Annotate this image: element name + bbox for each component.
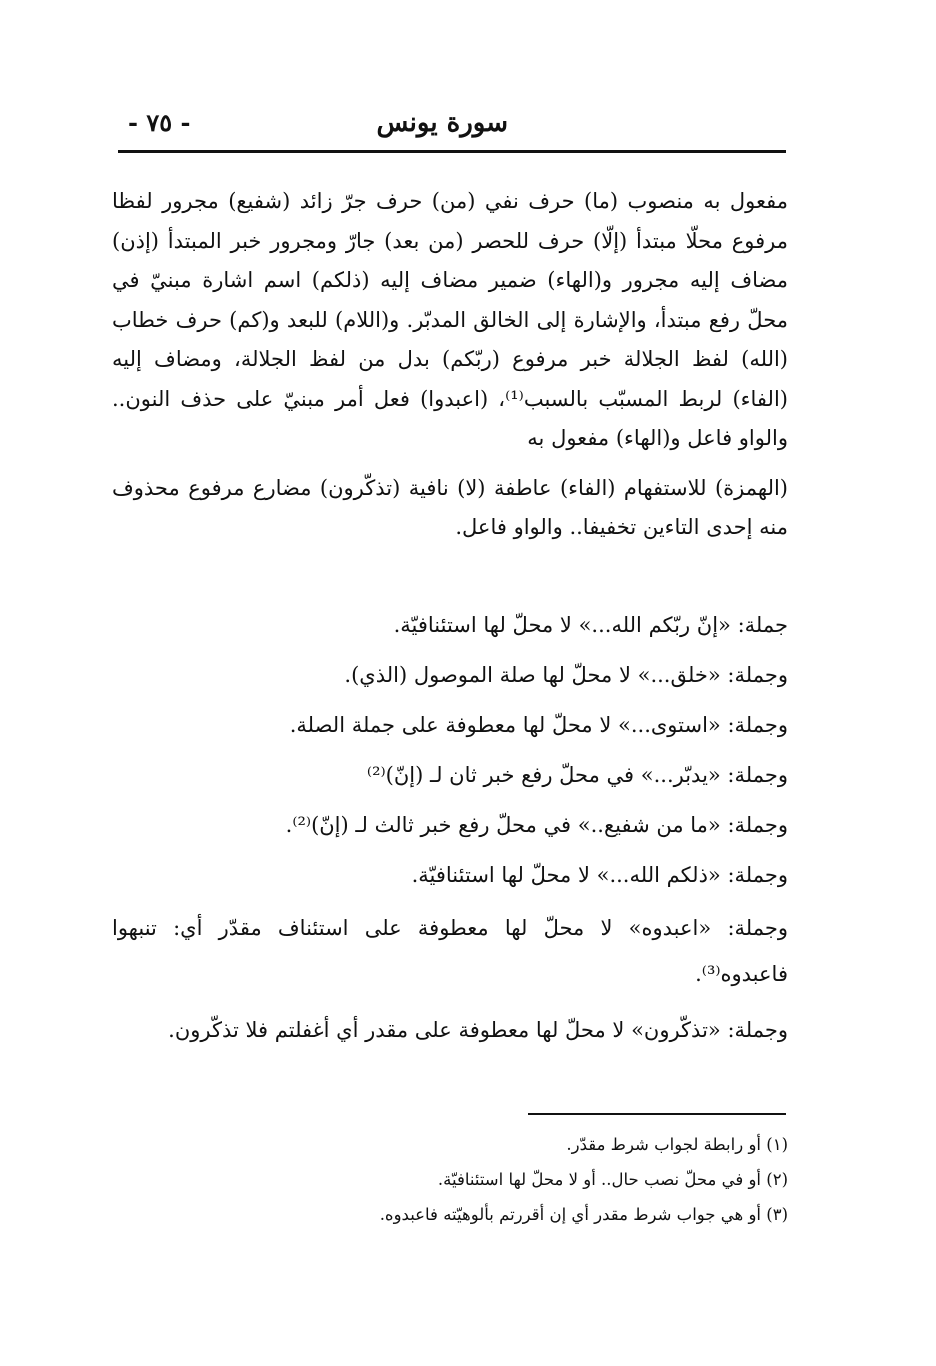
page-header (118, 98, 786, 150)
header-divider (118, 150, 786, 153)
footnote-divider (528, 1113, 786, 1115)
paragraph-analysis: مفعول به منصوب (ما) حرف نفي (من) حرف جرّ زائد (شفيع) مجرور لفظا مرفوع محلّا مبتدأ (إلّا) حرف للحصر (من بعد) جارّ ومجرور خبر المبتدأ (إذن) مضاف إليه مجرور و(الهاء) ضمير مضاف إليه (ذلكم) اسم اشارة مبنيّ في محلّ رفع مبتدأ، والإشارة إلى الخالق المدبّر. و(اللام) للبعد و(كم) حرف خطاب (الله) لفظ الجلالة خبر مرفوع (ربّكم) بدل من لفظ الجلالة، ومضاف إليه (الفاء) لربط المسبّب بالسبب⁽¹⁾، (اعبدوا) فعل أمر مبنيّ على حذف النون.. والواو فاعل و(الهاء) مفعول به (112, 189, 788, 450)
paragraph-analysis: (الهمزة) للاستفهام (الفاء) عاطفة (لا) نافية (تذكّرون) مضارع مرفوع محذوف منه إحدى التاءين تخفيفا.. والواو فاعل. (112, 475, 788, 539)
sentence-paragraph: وجملة: «تذكّرون» لا محلّ لها معطوفة على مقدر أي أغفلتم فلا تذكّرون. (168, 1018, 788, 1042)
main-text (112, 182, 788, 548)
sentence-paragraph: وجملة: «اعبدوه» لا محلّ لها معطوفة على استئناف مقدّر أي: تنبهوا فاعبدوه⁽³⁾. (112, 916, 788, 986)
footnote: (٣) أو هي جواب شرط مقدر أي إن أقررتم بألوهيّته فاعبدوه. (379, 1205, 788, 1224)
sentence-item: جملة: «إنّ ربّكم الله...» لا محلّ لها استئنافيّة. (393, 613, 788, 637)
sentence-item: وجملة: «يدبّر...» في محلّ رفع خبر ثان لـ (إنّ)⁽²⁾ (366, 763, 788, 787)
sentence-item: وجملة: «ذلكم الله...» لا محلّ لها استئنافيّة. (411, 863, 788, 887)
sentence-item: وجملة: «ما من شفيع..» في محلّ رفع خبر ثالث لـ (إنّ)⁽²⁾. (285, 813, 788, 837)
sentence-item: وجملة: «خلق...» لا محلّ لها صلة الموصول (الذي). (344, 663, 788, 687)
footnote: (٢) أو في محلّ نصب حال.. أو لا محلّ لها استئنافيّة. (437, 1170, 788, 1189)
surah-title: سورة يونس (376, 108, 508, 138)
page-number: - ٧٥ - (128, 108, 191, 137)
footnote: (١) أو رابطة لجواب شرط مقدّر. (566, 1135, 788, 1154)
footnotes (200, 1127, 788, 1232)
tail-text (112, 905, 788, 1053)
sentence-item: وجملة: «استوى...» لا محلّ لها معطوفة على جملة الصلة. (289, 713, 788, 737)
sentence-list (112, 600, 788, 900)
